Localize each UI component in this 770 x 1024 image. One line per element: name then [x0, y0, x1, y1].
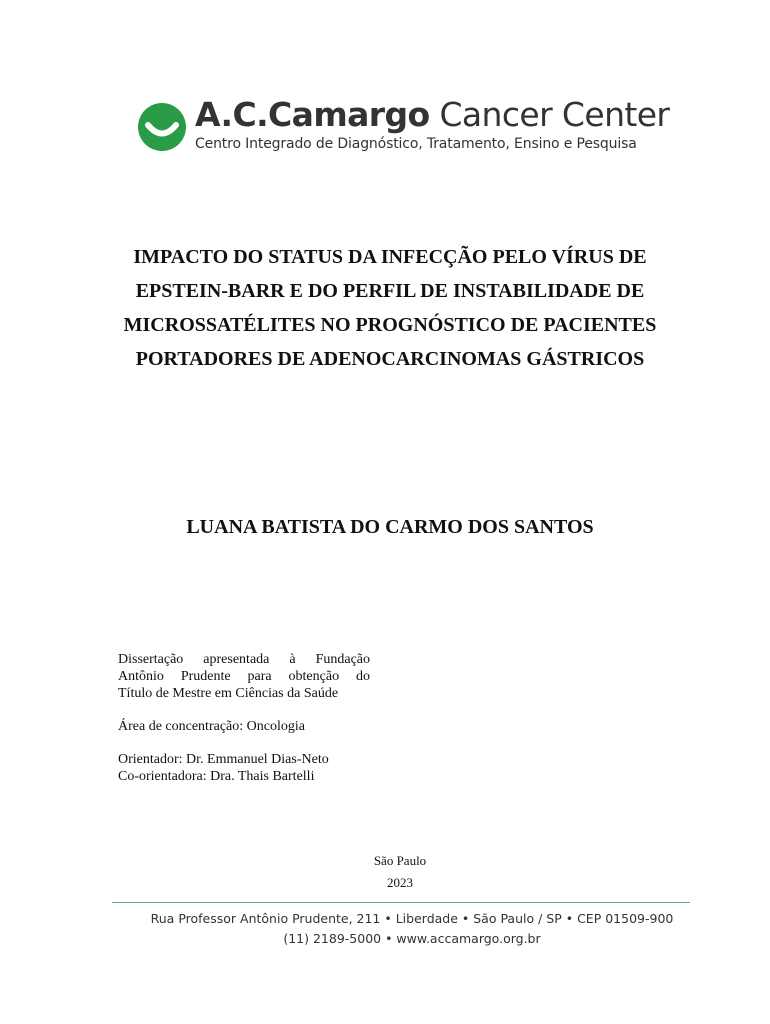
- footer-address: Rua Professor Antônio Prudente, 211 • Liberdade • São Paulo / SP • CEP 01509-900: [150, 911, 674, 926]
- statement-line: Antônio Prudente para obtenção do: [118, 669, 370, 684]
- title-line: PORTADORES DE ADENOCARCINOMAS GÁSTRICOS: [135, 348, 645, 370]
- footer-contact: (11) 2189-5000 • www.accamargo.org.br: [283, 931, 541, 946]
- institution-logo: [137, 95, 677, 158]
- footer: [112, 909, 712, 949]
- logo-brand: A.C.Camargo: [195, 95, 430, 134]
- document-title: [110, 240, 670, 376]
- dissertation-info: [118, 651, 370, 785]
- logo-suffix: Cancer Center: [429, 95, 670, 134]
- city: São Paulo: [373, 853, 427, 868]
- title-line: EPSTEIN-BARR E DO PERFIL DE INSTABILIDADE DE: [135, 280, 645, 302]
- statement-line: Dissertação apresentada à Fundação: [118, 652, 370, 667]
- concentration-area: Área de concentração: Oncologia: [118, 719, 305, 734]
- footer-divider: [112, 902, 690, 903]
- dissertation-statement: [118, 651, 370, 702]
- title-line: MICROSSATÉLITES NO PROGNÓSTICO DE PACIENTES: [123, 314, 657, 336]
- logo-tagline: Centro Integrado de Diagnóstico, Tratamento, Ensino e Pesquisa: [195, 136, 637, 152]
- smile-logo-icon: [137, 102, 187, 152]
- advisor: Orientador: Dr. Emmanuel Dias-Neto: [118, 752, 329, 767]
- statement-line: Título de Mestre em Ciências da Saúde: [118, 686, 339, 701]
- title-line: IMPACTO DO STATUS DA INFECÇÃO PELO VÍRUS DE: [133, 246, 647, 268]
- year: 2023: [387, 875, 413, 890]
- co-advisor: Co-orientadora: Dra. Thais Bartelli: [118, 769, 315, 784]
- author-name: LUANA BATISTA DO CARMO DOS SANTOS: [186, 516, 594, 538]
- logo-name: [195, 95, 669, 134]
